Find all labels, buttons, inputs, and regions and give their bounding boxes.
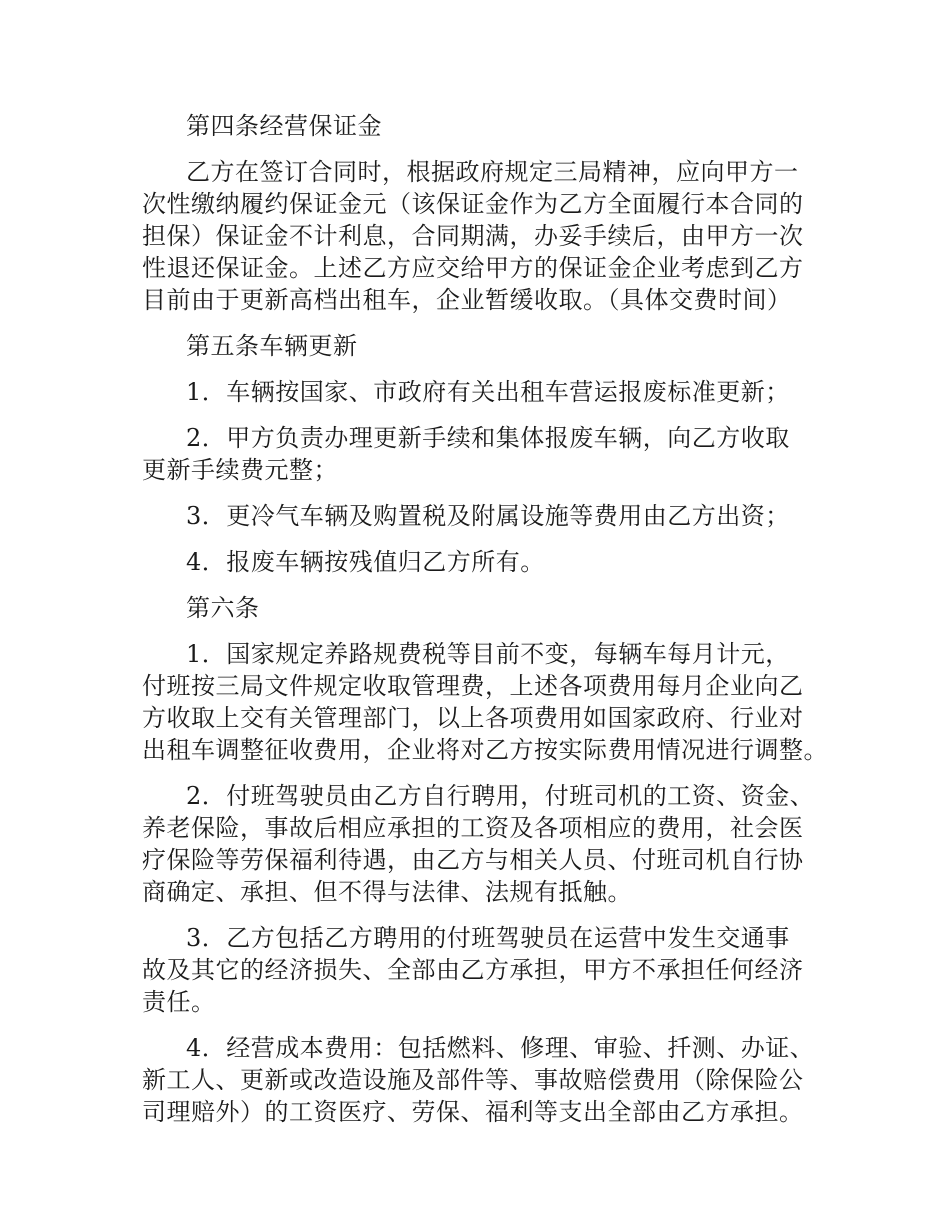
paragraph-line: 出租车调整征收费用，企业将对乙方按实际费用情况进行调整。 (142, 736, 828, 764)
article-5-heading (142, 330, 812, 362)
article-6-item-1 (142, 638, 828, 766)
article-6-item-4 (142, 1032, 815, 1128)
article-5-item-4 (142, 546, 812, 578)
paragraph-line: 养老保险，事故后相应承担的工资及各项相应的费用，社会医 (142, 814, 804, 842)
article-6-heading (142, 592, 812, 624)
paragraph-line: 1．车辆按国家、市政府有关出租车营运报废标准更新； (186, 378, 790, 406)
paragraph-line: 方收取上交有关管理部门，以上各项费用如国家政府、行业对 (142, 704, 804, 732)
paragraph-line: 新工人、更新或改造设施及部件等、事故赔偿费用（除保险公 (142, 1066, 804, 1094)
paragraph-line: 目前由于更新高档出租车，企业暂缓收取。（具体交费时间） (142, 286, 792, 314)
paragraph-line: 2．付班驾驶员由乙方自行聘用，付班司机的工资、资金、 (186, 782, 815, 810)
article-6-item-2 (142, 780, 815, 908)
paragraph-line: 3．更冷气车辆及购置税及附属设施等费用由乙方出资； (186, 502, 790, 530)
paragraph-line: 担保）保证金不计利息，合同期满，办妥手续后，由甲方一次 (142, 222, 804, 250)
heading-line: 第六条 (186, 594, 260, 622)
article-4-heading (142, 110, 812, 142)
paragraph-line: 商确定、承担、但不得与法律、法规有抵触。 (142, 878, 632, 906)
deposit-paragraph (142, 156, 812, 316)
paragraph-line: 司理赔外）的工资医疗、劳保、福利等支出全部由乙方承担。 (142, 1098, 804, 1126)
paragraph-line: 3．乙方包括乙方聘用的付班驾驶员在运营中发生交通事 (186, 924, 790, 952)
paragraph-line: 付班按三局文件规定收取管理费，上述各项费用每月企业向乙 (142, 672, 804, 700)
heading-line: 第四条经营保证金 (186, 112, 382, 140)
paragraph-line: 责任。 (142, 988, 216, 1016)
paragraph-line: 性退还保证金。上述乙方应交给甲方的保证金企业考虑到乙方 (142, 254, 804, 282)
paragraph-line: 乙方在签订合同时，根据政府规定三局精神，应向甲方一 (186, 158, 799, 186)
paragraph-line: 4．经营成本费用：包括燃料、修理、审验、扦测、办证、 (186, 1034, 815, 1062)
paragraph-line: 更新手续费元整； (142, 456, 338, 484)
article-6-item-3 (142, 922, 812, 1018)
paragraph-line: 次性缴纳履约保证金元（该保证金作为乙方全面履行本合同的 (142, 190, 804, 218)
paragraph-line: 4．报废车辆按残值归乙方所有。 (186, 548, 545, 576)
article-5-item-2 (142, 422, 812, 486)
article-5-item-1 (142, 376, 812, 408)
article-5-item-3 (142, 500, 812, 532)
paragraph-line: 1．国家规定养路规费税等目前不变，每辆车每月计元， (186, 640, 790, 668)
paragraph-line: 疗保险等劳保福利待遇，由乙方与相关人员、付班司机自行协 (142, 846, 804, 874)
paragraph-line: 2．甲方负责办理更新手续和集体报废车辆，向乙方收取 (186, 424, 790, 452)
heading-line: 第五条车辆更新 (186, 332, 358, 360)
paragraph-line: 故及其它的经济损失、全部由乙方承担，甲方不承担任何经济 (142, 956, 804, 984)
document-body (142, 110, 828, 1142)
